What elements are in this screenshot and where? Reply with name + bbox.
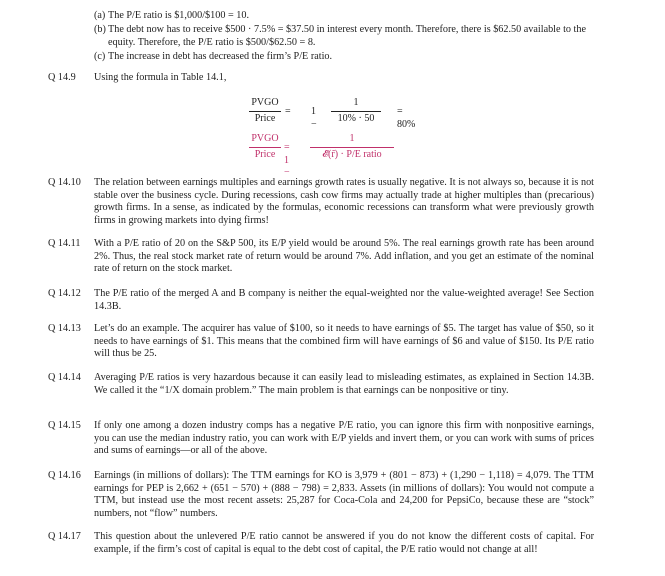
fraction-pvgo-price (249, 133, 281, 161)
question-14-10 (48, 177, 594, 227)
question-number: Q 14.9 (48, 72, 76, 83)
question-text: Let’s do an example. The acquirer has value of $100, so it needs to have earnings of $5. The target has value of $50, so it needs to have earnings of $1. This means that the combined firm will have earnings of $6 and value of $150. Its P/E ratio will thus be 25. (94, 323, 594, 360)
answer-a-text: The P/E ratio is $1,000/$100 = 10. (108, 10, 250, 21)
question-14-16 (48, 470, 594, 520)
answer-b (94, 24, 594, 49)
fraction-denominator: 10% · 50 (337, 112, 375, 124)
question-text: Averaging P/E ratios is very hazardous because it can easily lead to misleading estimates, as explained in Section 14.3B. We called it the “1/X domain problem.” The main problem is that earnings can be nonpositive or tiny. (94, 372, 594, 396)
question-text: With a P/E ratio of 20 on the S&P 500, its E/P yield would be around 5%. The real earnings growth rate has been around 2%. Thus, the real stock market rate of return would be around 7%. Add inflation, and you get an estimate of the nominal rate of return on the stock market. (94, 238, 594, 275)
question-text: Earnings (in millions of dollars): The TTM earnings for KO is 3,979 + (801 − 873) + (1,290 − 1,118) = 4,079. The TTM earnings for PEP is 2,662 + (651 − 570) + (888 − 798) = 2,833. Assets (in millions of dollars): You would not compute a TTM, but instead use the most recent assets: 25,287 for Coca-Cola and 24,200 for PepsiCo, because these are “stock” numbers, not “flow” numbers. (94, 470, 594, 519)
equals-one-minus: = 1 − (284, 142, 290, 179)
question-number: Q 14.15 (48, 420, 81, 431)
answer-b-label: (b) (94, 24, 106, 35)
question-14-12 (48, 288, 594, 313)
question-number: Q 14.13 (48, 323, 81, 334)
fraction-denominator: 𝓔(r̃) · P/E ratio (322, 148, 382, 160)
one-minus: 1 − (311, 106, 317, 130)
question-text: The relation between earnings multiples and earnings growth rates is usually negative. It is not always so, because it is not stable over the business cycle. During recessions, cash cow firms may actually trade at higher multiples than (precarious) growth firms. In a sense, as indicated by the formulas, economic recessions can transform what were previously growth firms in growing markets into dying firms! (94, 177, 594, 226)
question-number: Q 14.11 (48, 238, 81, 249)
fraction-numerator: 1 (349, 133, 355, 144)
question-number: Q 14.17 (48, 531, 81, 542)
answer-b-text: The debt now has to receive $500 · 7.5% = $37.50 in interest every month. Therefore, there is $62.50 available to the equity. Therefore, the P/E ratio is $500/$62.50 = 8. (108, 24, 587, 48)
question-number: Q 14.10 (48, 177, 81, 188)
question-14-14 (48, 372, 594, 397)
fraction-bar (310, 147, 394, 148)
fraction-one-over (331, 97, 381, 125)
fraction-denominator: Price (254, 148, 276, 160)
question-text: This question about the unlevered P/E ratio cannot be answered if you do not know the different costs of capital. For example, if the firm’s cost of capital is equal to the debt cost of capital, the P/E ratio would not change at all! (94, 531, 594, 555)
formula-result: = 80% (397, 106, 416, 130)
question-14-9 (48, 72, 594, 85)
fraction-denominator: Price (254, 112, 276, 124)
fraction-numerator: PVGO (251, 133, 279, 144)
question-14-13 (48, 323, 594, 361)
answer-c-text: The increase in debt has decreased the firm’s P/E ratio. (108, 51, 333, 62)
fraction-numerator: PVGO (251, 97, 279, 108)
fraction-bar (249, 147, 281, 148)
fraction-bar (249, 111, 281, 112)
answer-a (94, 10, 594, 23)
question-text: Using the formula in Table 14.1, (94, 72, 227, 83)
fraction-bar (331, 111, 381, 112)
question-number: Q 14.12 (48, 288, 81, 299)
question-14-17 (48, 531, 594, 556)
question-number: Q 14.14 (48, 372, 81, 383)
question-text: If only one among a dozen industry comps has a negative P/E ratio, you can ignore this firm with nonpositive earnings, you can use the median industry ratio, you can work with E/P yields and invert them, or you can work with sums of prices and sums of earnings—or all of the above. (94, 420, 594, 457)
fraction-pvgo-price (249, 97, 281, 125)
equals-sign: = (285, 106, 291, 117)
answer-a-label: (a) (94, 10, 106, 21)
question-14-11 (48, 238, 594, 276)
question-number: Q 14.16 (48, 470, 81, 481)
answer-c-label: (c) (94, 51, 106, 62)
fraction-numerator: 1 (353, 97, 359, 108)
question-14-15 (48, 420, 594, 458)
question-text: The P/E ratio of the merged A and B company is neither the equal-weighted nor the value-weighted average! See Section 14.3B. (94, 288, 594, 312)
fraction-one-over (310, 133, 394, 161)
answer-c (94, 51, 594, 64)
